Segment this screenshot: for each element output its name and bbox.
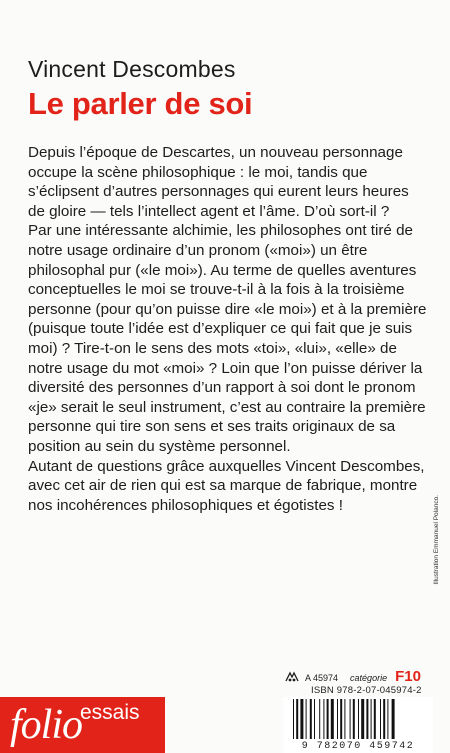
barcode-bars xyxy=(283,697,433,741)
barcode-bar xyxy=(327,699,329,739)
barcode-bar xyxy=(306,699,307,739)
barcode-bar xyxy=(380,699,381,739)
barcode-bar xyxy=(353,699,355,739)
blurb-paragraph: Depuis l’époque de Descartes, un nouveau personnage occupe la scène philosophique : le moi, tandis que s’éclipsent d’autres personnages qui eurent leurs heures de gloire — tels l’intellect agent et l’âme. D’où sort-il ? xyxy=(28,144,409,220)
barcode-bar xyxy=(337,699,338,739)
barcode-bar xyxy=(331,699,334,739)
barcode-bar xyxy=(392,699,395,739)
barcode-digits: 9 782070 459742 xyxy=(283,741,433,753)
isbn-text: ISBN 978-2-07-045974-2 xyxy=(311,685,422,696)
barcode-bar xyxy=(371,699,372,739)
dingbat-icon xyxy=(285,671,299,683)
book-title: Le parler de soi xyxy=(28,86,253,121)
category-code: F10 xyxy=(395,668,421,685)
logo-essais-text: essais xyxy=(80,701,140,724)
barcode-bar xyxy=(361,699,364,739)
catalog-code: A 45974 xyxy=(305,673,339,683)
barcode-bar xyxy=(293,699,294,739)
barcode-bar xyxy=(366,699,368,739)
author-name: Vincent Descombes xyxy=(28,56,236,82)
logo-folio-text: folio xyxy=(10,702,83,748)
barcode-bar xyxy=(340,699,342,739)
blurb-paragraph: Autant de questions grâce auxquelles Vincent Descombes, avec cet air de rien qui est sa marque de fabrique, montre nos incohérences philosophiques et égotistes ! xyxy=(28,457,425,514)
barcode-bar xyxy=(374,699,376,739)
barcode-bar xyxy=(383,699,385,739)
blurb-paragraph: Par une intéressante alchimie, les philosophes ont tiré de notre usage ordinaire d’un pronom («moi») un être philosophal pur («le moi»). Au terme de quelles aventures conceptuelles le moi se trouve-t-il à la fois à la troisième personne (pour qu’on puisse dire «le moi») et à la première (puisque toute l’idée est d’expliquer ce qui fait que je suis moi) ? Tire-t-on le sens des mots «toi», «lui», «elle» de notre usage du mot «moi» ? Loin que l’on puisse dériver la diversité des personnes d’un rapport à soi dont le pronom «je» serait le seul instrument, c’est au contraire la première personne qui tire son sens et ses traits originaux de sa position au sein du système personnel. xyxy=(28,222,427,455)
barcode-bar xyxy=(344,699,345,739)
barcode-bar xyxy=(296,699,298,739)
barcode-bar xyxy=(319,699,320,739)
barcode-bar xyxy=(350,699,351,739)
barcode-bar xyxy=(300,699,303,739)
folio-essais-logo xyxy=(0,697,165,753)
blurb-text xyxy=(28,143,428,515)
illustration-credit: Illustration Emmanuel Polanco. xyxy=(433,495,440,585)
barcode-bar xyxy=(323,699,324,739)
barcode xyxy=(283,697,433,753)
barcode-bar xyxy=(314,699,315,739)
category-label: catégorie xyxy=(350,673,388,683)
catalog-meta xyxy=(285,668,421,685)
barcode-bar xyxy=(310,699,312,739)
barcode-bar xyxy=(358,699,359,739)
barcode-bar xyxy=(387,699,388,739)
